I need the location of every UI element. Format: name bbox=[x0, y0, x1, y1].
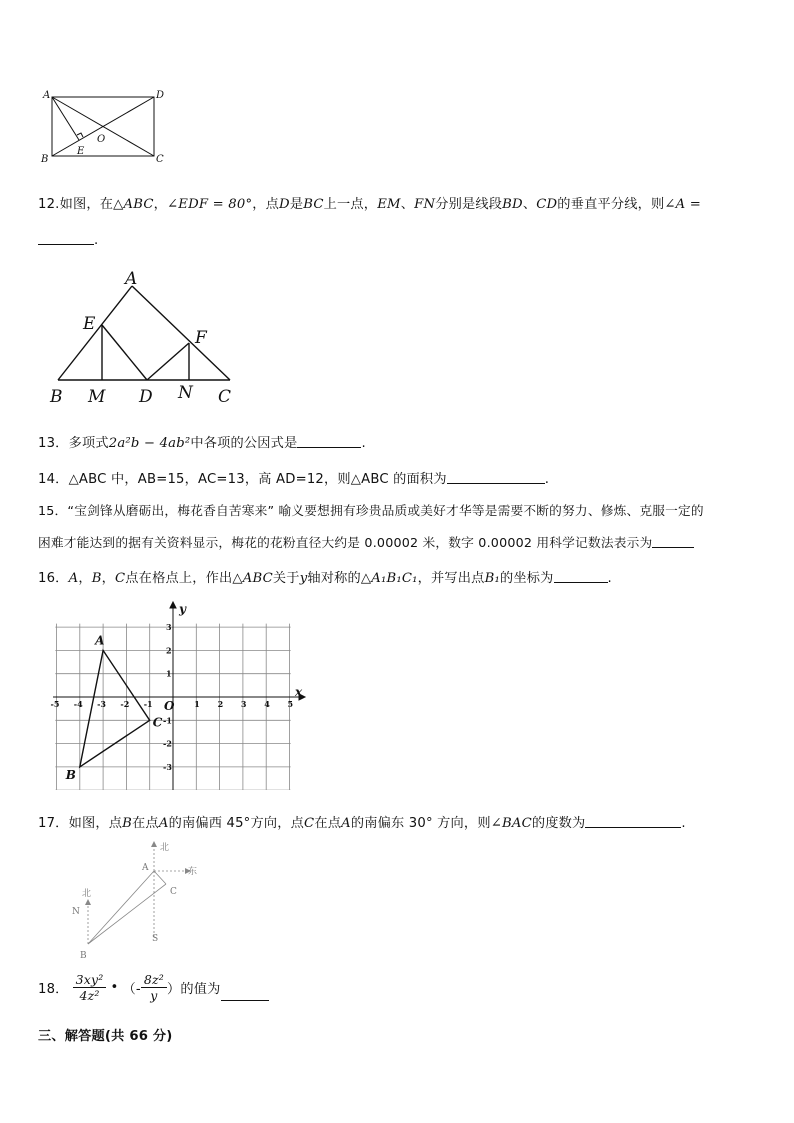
figure-rectangle-abcd bbox=[38, 86, 168, 166]
label-n: N bbox=[178, 383, 193, 403]
figure-triangle-abc bbox=[45, 268, 245, 408]
label-c: C bbox=[156, 154, 164, 165]
section-3-heading: 三、解答题(共 66 分) bbox=[38, 1029, 173, 1044]
figure-direction bbox=[60, 838, 210, 968]
x-tick-label: 5 bbox=[287, 699, 294, 709]
label-o: O bbox=[97, 134, 106, 145]
point-label-b: B bbox=[65, 767, 76, 782]
x-tick-label: -4 bbox=[73, 699, 83, 709]
label-north-a: 北 bbox=[160, 843, 170, 853]
answer-blank-15[interactable] bbox=[652, 534, 694, 548]
fraction-2: $\frac{\text{8z²}}{y}$ bbox=[141, 972, 167, 1003]
answer-blank-18[interactable] bbox=[221, 987, 269, 1001]
x-axis-label: x bbox=[295, 685, 303, 699]
answer-blank-13[interactable] bbox=[297, 434, 361, 448]
label-f: F bbox=[195, 328, 207, 348]
x-tick-label: -3 bbox=[97, 699, 106, 709]
label-d: D bbox=[139, 387, 153, 407]
origin-label: O bbox=[164, 699, 175, 713]
label-east: 东 bbox=[188, 867, 198, 877]
y-tick-label: 2 bbox=[166, 645, 172, 656]
x-tick-label: -2 bbox=[120, 699, 130, 709]
question-16: 16．A，B，C点在格点上，作出△ABC关于y轴对称的△A₁B₁C₁，并写出点B₁的坐标为 . bbox=[38, 571, 612, 586]
label-a: A bbox=[125, 269, 138, 289]
x-tick-label: 2 bbox=[217, 699, 224, 709]
coordinate-grid bbox=[45, 600, 315, 790]
point-label-c: C bbox=[152, 715, 163, 730]
question-12: 12.如图，在△ABC，∠EDF = 80°，点D是BC上一点，EM、FN分别是线段BD、CD的垂直平分线，则∠A = bbox=[38, 197, 702, 212]
label-s: S bbox=[152, 934, 159, 944]
answer-blank-16[interactable] bbox=[554, 569, 608, 583]
question-14: 14．△ABC 中，AB=15，AC=13，高 AD=12，则△ABC 的面积为 . bbox=[38, 472, 550, 487]
label-n: N bbox=[72, 907, 80, 917]
point-label-a: A bbox=[95, 633, 105, 648]
label-d: D bbox=[156, 90, 165, 101]
y-tick-label: -3 bbox=[163, 761, 172, 772]
x-tick-label: 1 bbox=[194, 699, 200, 709]
question-18: 18． $\frac{\text{3xy²}}{\text{4z²}}$ • （- $\frac{\text{8z²}}{y}$ ） 的值为 bbox=[38, 972, 269, 1003]
answer-blank-14[interactable] bbox=[447, 470, 545, 484]
x-tick-label: 3 bbox=[240, 699, 247, 709]
y-tick-label: -2 bbox=[163, 738, 172, 749]
question-12-answer-line: . bbox=[38, 231, 98, 248]
y-tick-label: -1 bbox=[163, 715, 172, 726]
label-c: C bbox=[170, 887, 177, 897]
label-e: E bbox=[83, 314, 96, 334]
answer-blank-17[interactable] bbox=[585, 814, 681, 828]
label-a: A bbox=[43, 90, 51, 101]
question-15-line-1: 15．“宝剑锋从磨砺出，梅花香自苦寒来” 喻义要想拥有珍贵品质或美好才华等是需要不断的努力、修炼、克服一定的 bbox=[38, 503, 704, 518]
x-tick-label: -1 bbox=[143, 699, 153, 709]
label-m: M bbox=[88, 387, 106, 407]
label-b: B bbox=[41, 154, 49, 165]
y-axis-arrow bbox=[170, 602, 176, 608]
x-tick-label: 4 bbox=[264, 699, 270, 709]
label-c: C bbox=[218, 387, 232, 407]
fraction-1: $\frac{\text{3xy²}}{\text{4z²}}$ bbox=[73, 972, 107, 1003]
question-15-line-2: 困难才能达到的据有关资料显示，梅花的花粉直径大约是 0.00002 米，数字 0.00002 用科学记数法表示为 bbox=[38, 532, 694, 551]
label-north-b: 北 bbox=[82, 889, 92, 899]
y-tick-label: 3 bbox=[166, 622, 172, 633]
y-tick-label: 1 bbox=[166, 668, 172, 679]
label-e: E bbox=[77, 146, 85, 157]
label-a: A bbox=[142, 863, 149, 873]
question-13: 13．多项式2a²b − 4ab²中各项的公因式是 . bbox=[38, 436, 366, 451]
label-b: B bbox=[80, 951, 87, 961]
question-17: 17．如图，点B在点A的南偏西 45°方向，点C在点A的南偏东 30° 方向，则∠BAC的度数为 . bbox=[38, 816, 686, 831]
y-axis-label: y bbox=[179, 602, 186, 616]
label-b: B bbox=[50, 387, 63, 407]
answer-blank-12[interactable] bbox=[38, 231, 94, 245]
triangle-abc bbox=[80, 650, 150, 767]
x-tick-label: -5 bbox=[50, 699, 60, 709]
